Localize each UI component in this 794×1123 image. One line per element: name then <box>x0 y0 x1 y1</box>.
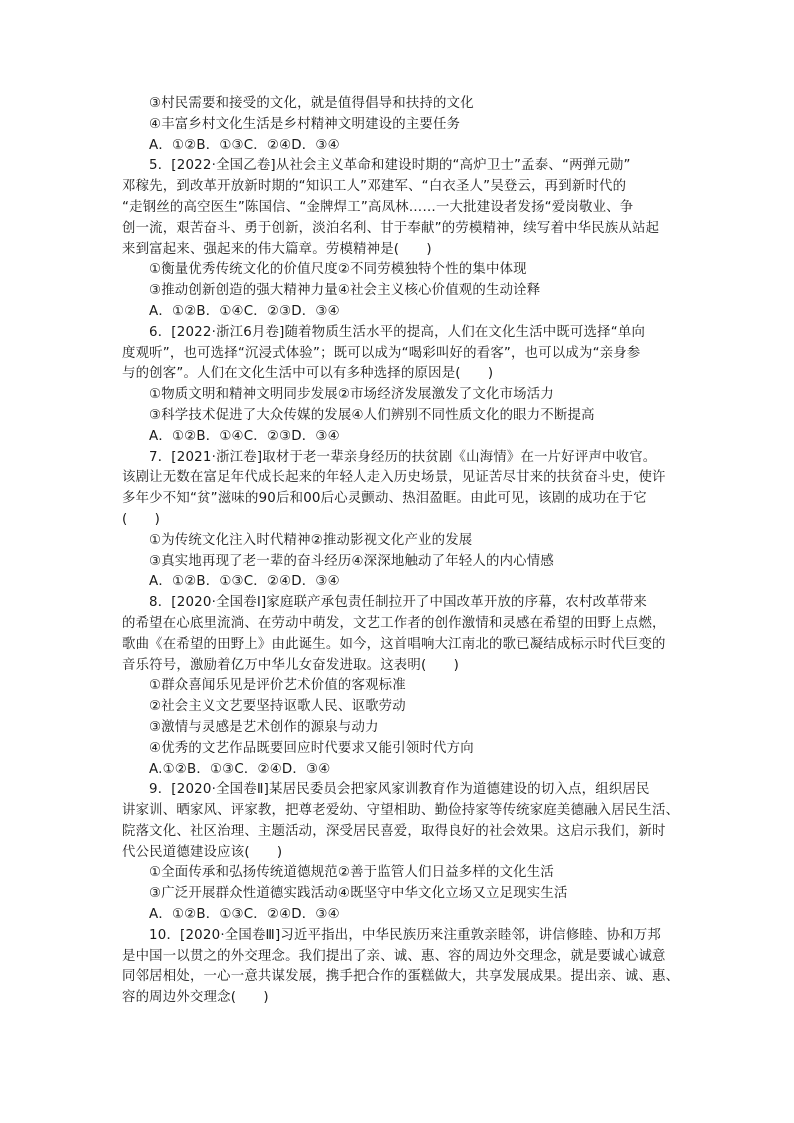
text-line: 代公民道德建设应该( ) <box>122 844 283 860</box>
text-line: A．①②B．①③C．②④D．③④ <box>149 574 340 590</box>
text-line: 创一流，艰苦奋斗、勇于创新，淡泊名利、甘于奉献”的劳模精神，续写着中华民族从站起 <box>122 220 660 236</box>
text-line: ①全面传承和弘扬传统道德规范②善于监管人们日益多样的文化生活 <box>149 865 554 881</box>
text-line: ④丰富乡村文化生活是乡村精神文明建设的主要任务 <box>149 116 461 132</box>
text-line: 度观听”，也可选择“沉浸式体验”；既可以成为“喝彩叫好的看客”，也可以成为“亲身参 <box>122 345 641 361</box>
text-line: 7．[2021·浙江卷]取材于老一辈亲身经历的扶贫剧《山海情》在一片好评声中收官。 <box>149 449 657 465</box>
text-line: 10．[2020·全国卷Ⅲ]习近平指出，中华民族历来注重敦亲睦邻，讲信修睦、协和万邦 <box>149 927 661 943</box>
text-line: ③广泛开展群众性道德实践活动④既坚守中华文化立场又立足现实生活 <box>149 886 568 902</box>
text-line: 讲家训、晒家风、评家教，把尊老爱幼、守望相助、勤俭持家等传统家庭美德融入居民生活、 <box>122 803 680 819</box>
text-line: 音乐符号，激励着亿万中华儿女奋发进取。这表明( ) <box>122 657 460 673</box>
text-line: ①衡量优秀传统文化的价值尺度②不同劳模独特个性的集中体现 <box>149 262 527 278</box>
text-line: 8．[2020·全国卷Ⅰ]家庭联产承包责任制拉开了中国改革开放的序幕，农村改革带来 <box>149 595 647 611</box>
text-line: ①物质文明和精神文明同步发展②市场经济发展激发了文化市场活力 <box>149 387 554 403</box>
text-line: 该剧让无数在富足年代成长起来的年轻人走入历史场景，见证苦尽甘来的扶贫奋斗史，使许 <box>122 470 666 486</box>
text-line: 同邻居相处，一心一意共谋发展，携手把合作的蛋糕做大，共享发展成果。提出亲、诚、惠、 <box>122 969 680 985</box>
text-line: 多年少不知“贫”滋味的90后和00后心灵颤动、热泪盈眶。由此可见，该剧的成功在于它 <box>122 491 647 507</box>
text-line: 来到富起来、强起来的伟大篇章。劳模精神是( ) <box>122 241 432 257</box>
text-line: ④优秀的文艺作品既要回应时代要求又能引领时代方向 <box>149 740 474 756</box>
text-line: ( ) <box>122 511 161 527</box>
text-line: ③推动创新创造的强大精神力量④社会主义核心价值观的生动诠释 <box>149 283 541 299</box>
text-line: ③激情与灵感是艺术创作的源泉与动力 <box>149 719 379 735</box>
text-line: “走钢丝的高空医生”陈国信、“金牌焊工”高凤林……一大批建设者发扬“爱岗敬业、争 <box>122 199 634 215</box>
text-line: 是中国一以贯之的外交理念。我们提出了亲、诚、惠、容的周边外交理念，就是要诚心诚意 <box>122 948 666 964</box>
text-line: A.①②B．①③C．②④D．③④ <box>149 761 331 777</box>
text-line: ②社会主义文艺要坚持讴歌人民、讴歌劳动 <box>149 699 406 715</box>
text-line: 歌曲《在希望的田野上》由此诞生。如今，这首唱响大江南北的歌已凝结成标示时代巨变的 <box>122 636 666 652</box>
text-line: 5．[2022·全国乙卷]从社会主义革命和建设时期的“高炉卫士”孟泰、“两弹元勋” <box>149 158 631 174</box>
document-page <box>122 94 680 1009</box>
text-line: ①群众喜闻乐见是评价艺术价值的客观标准 <box>149 678 406 694</box>
text-line: ③科学技术促进了大众传媒的发展④人们辨别不同性质文化的眼力不断提高 <box>149 407 595 423</box>
text-line: 邓稼先，到改革开放新时期的“知识工人”邓建军、“白衣圣人”吴登云，再到新时代的 <box>122 179 627 195</box>
text-line: ③真实地再现了老一辈的奋斗经历④深深地触动了年轻人的内心情感 <box>149 553 554 569</box>
text-line: ①为传统文化注入时代精神②推动影视文化产业的发展 <box>149 532 473 548</box>
text-line: 院落文化、社区治理、主题活动，深受居民喜爱，取得良好的社会效果。这启示我们，新时 <box>122 823 666 839</box>
text-line: A．①②B．①③C．②④D．③④ <box>149 137 340 153</box>
text-line: ③村民需要和接受的文化，就是值得倡导和扶持的文化 <box>149 96 474 111</box>
text-line: A．①②B．①④C．②③D．③④ <box>149 303 340 319</box>
text-line: 容的周边外交理念( ) <box>122 990 269 1006</box>
text-line: A．①②B．①③C．②④D．③④ <box>149 907 340 923</box>
text-line: 9．[2020·全国卷Ⅱ]某居民委员会把家风家训教育作为道德建设的切入点，组织居民 <box>149 782 650 798</box>
text-line: 6．[2022·浙江6月卷]随着物质生活水平的提高，人们在文化生活中既可选择“单向 <box>149 324 646 340</box>
text-line: 的希望在心底里流淌、在劳动中萌发，文艺工作者的创作激情和灵感在希望的田野上点燃， <box>122 615 666 631</box>
text-line: 与的创客”。人们在文化生活中可以有多种选择的原因是( ) <box>122 366 494 382</box>
text-line: A．①②B．①④C．②③D．③④ <box>149 428 340 444</box>
